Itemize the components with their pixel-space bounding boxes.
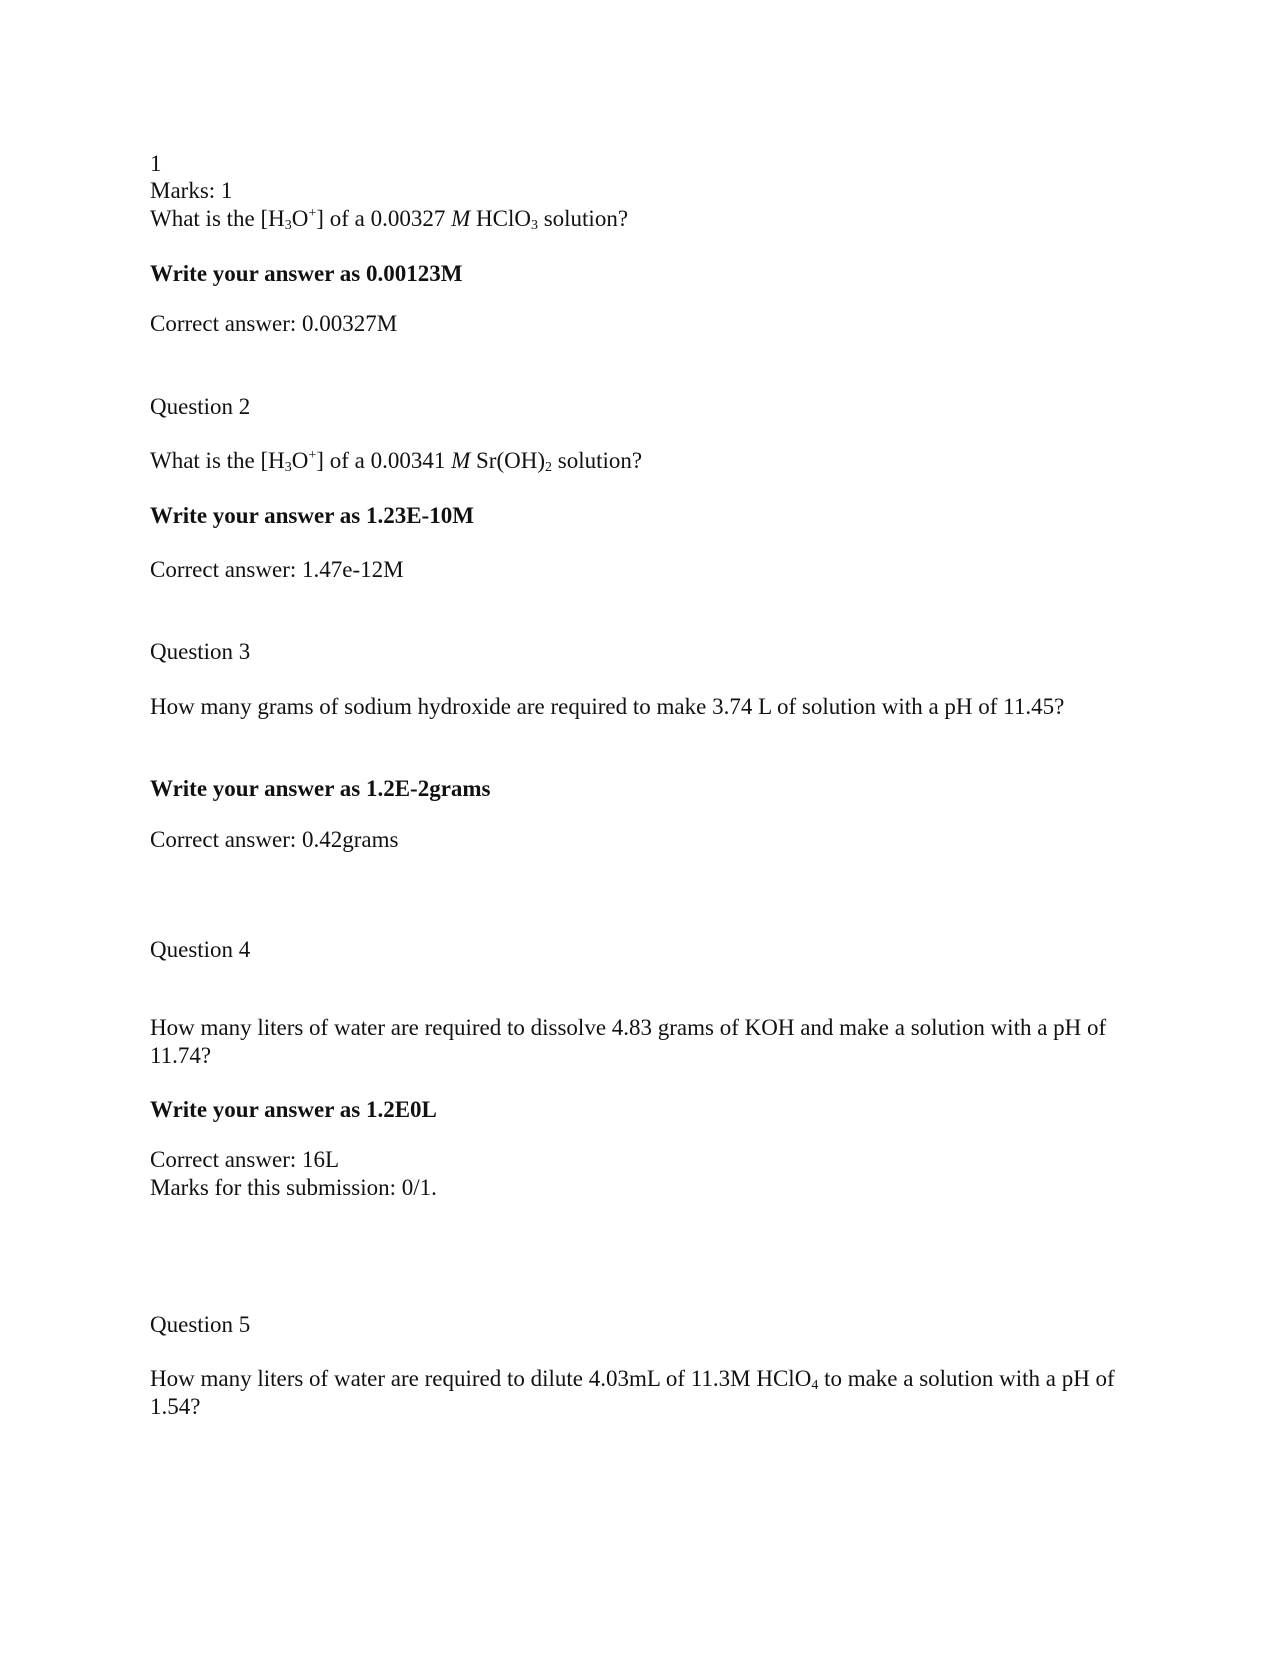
q3-correct-answer: Correct answer: 0.42grams <box>150 827 399 852</box>
q3-instruction: Write your answer as 1.2E-2grams <box>150 776 491 801</box>
q2-title: Question 2 <box>150 394 251 419</box>
q2-instruction: Write your answer as 1.23E-10M <box>150 503 474 528</box>
q5-title: Question 5 <box>150 1312 251 1337</box>
q2-text: What is the $[H_3O^+]$ of a 0.00341 M $Sr(OH)_2$ solution? <box>150 448 643 475</box>
q1-instruction: Write your answer as 0.00123M <box>150 261 463 286</box>
question-number: 1 <box>150 151 162 176</box>
q2-correct-answer: Correct answer: 1.47e-12M <box>150 557 404 582</box>
q1-text: What is the $[H_3O^+]$ of a 0.00327 M HClO$_3$ solution? <box>150 206 629 233</box>
q4-submission-marks: Marks for this submission: 0/1. <box>150 1175 437 1200</box>
marks-label: Marks: 1 <box>150 178 233 203</box>
q1-correct-answer: Correct answer: 0.00327M <box>150 311 398 336</box>
q5-text: How many liters of water are required to dilute 4.03mL of 11.3M HClO$_4$ to make a solution with a pH of 1.54? <box>150 1366 1115 1419</box>
q4-instruction: Write your answer as 1.2E0L <box>150 1097 437 1122</box>
q4-title: Question 4 <box>150 937 251 962</box>
q3-text: How many grams of sodium hydroxide are required to make 3.74 L of solution with a pH of 11.45? <box>150 694 1065 719</box>
q3-title: Question 3 <box>150 639 251 664</box>
q4-text: How many liters of water are required to dissolve 4.83 grams of KOH and make a solution with a pH of 11.74? <box>150 1015 1107 1068</box>
q4-correct-answer: Correct answer: 16L <box>150 1147 340 1172</box>
